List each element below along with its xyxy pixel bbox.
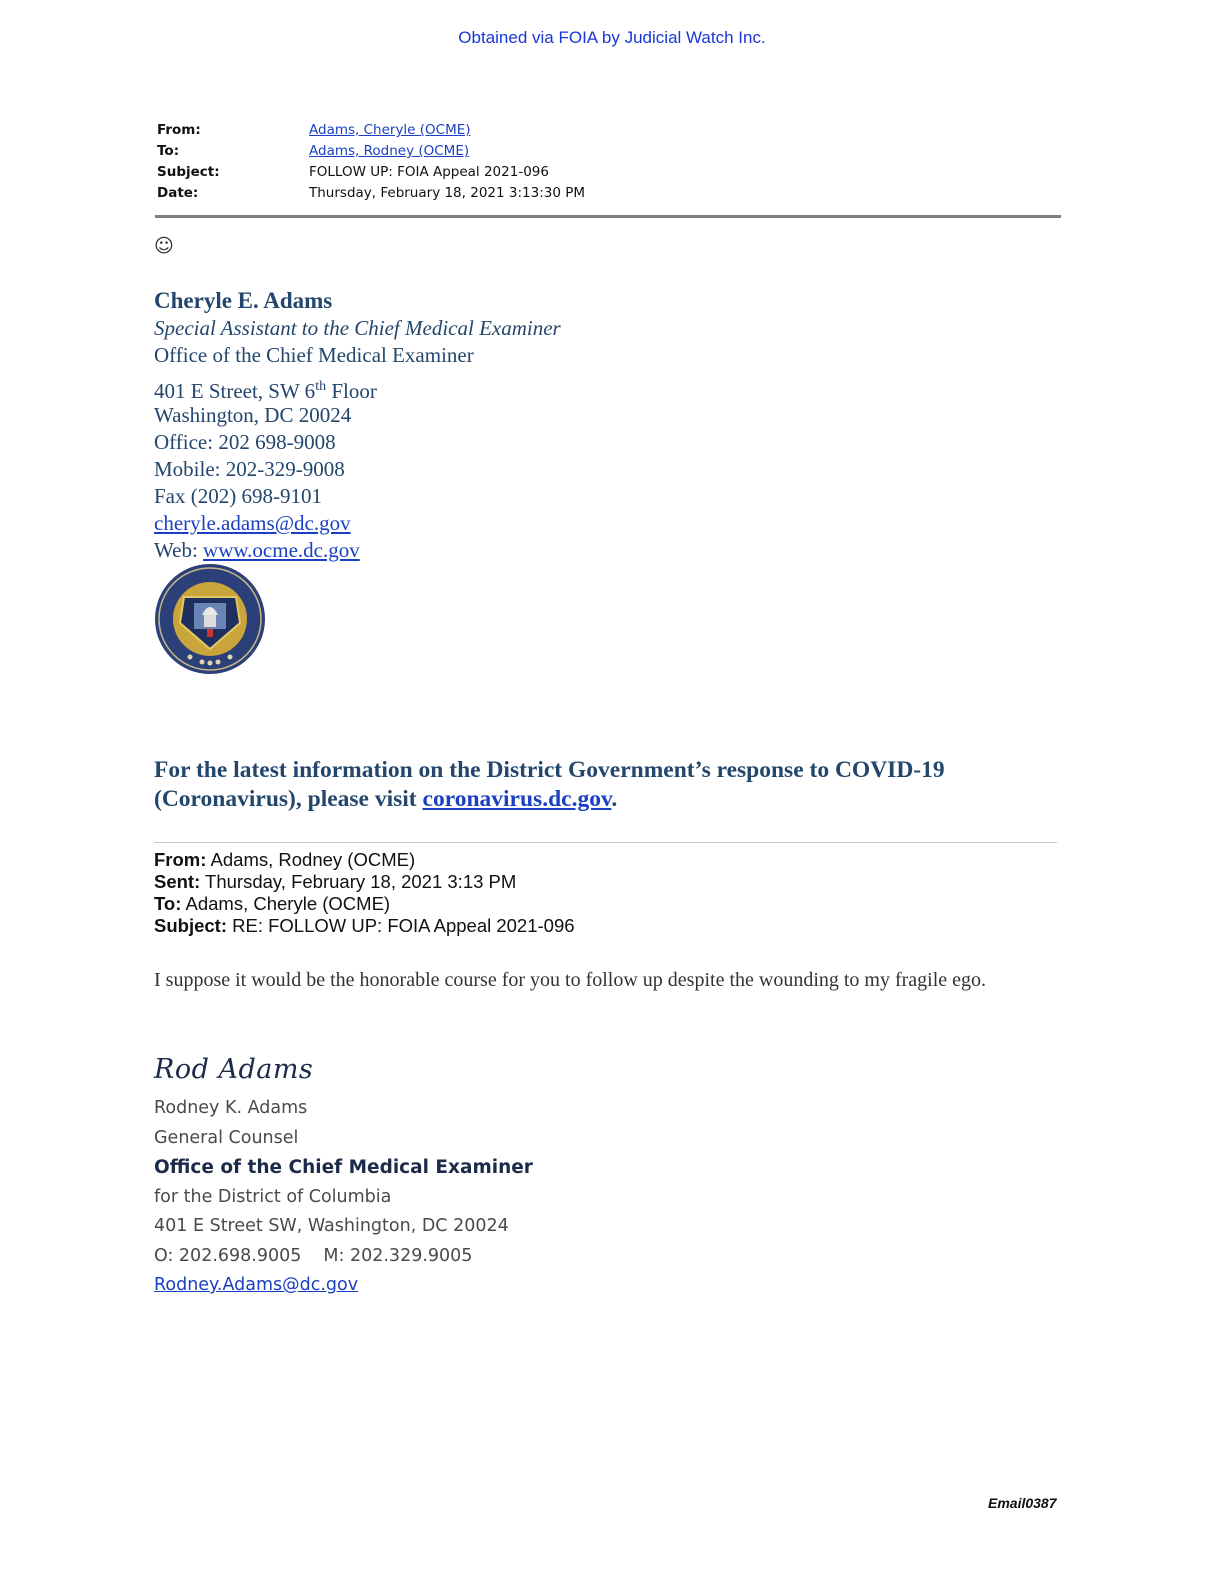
forwarded-from-label: From:: [154, 849, 207, 870]
covid-notice-link[interactable]: coronavirus.dc.gov: [422, 786, 612, 812]
forwarded-to-value: Adams, Cheryle (OCME): [181, 893, 391, 914]
header-date-value: Thursday, February 18, 2021 3:13:30 PM: [309, 185, 585, 201]
header-from-label: From:: [157, 122, 201, 138]
signature2-email-link[interactable]: Rodney.Adams@dc.gov: [154, 1275, 359, 1295]
header-to-link[interactable]: Adams, Rodney (OCME): [309, 143, 470, 159]
header-subject-label: Subject:: [157, 164, 220, 180]
handwritten-signature: Rod Adams: [154, 1054, 314, 1085]
covid-notice-text: For the latest information on the District Government’s response to COVID-19 (Coronavirus), please visit: [154, 757, 945, 812]
signature2-title: General Counsel: [154, 1127, 299, 1148]
signature2-org: Office of the Chief Medical Examiner: [154, 1157, 533, 1178]
address-sup: th: [315, 379, 327, 394]
header-from-link[interactable]: Adams, Cheryle (OCME): [309, 122, 471, 138]
signature2-jurisdiction: for the District of Columbia: [154, 1186, 392, 1207]
forwarded-sent-row: [154, 871, 575, 893]
forwarded-subject-row: [154, 915, 575, 937]
header-to-label: To:: [157, 143, 180, 159]
forward-divider: [154, 842, 1057, 843]
header-subject-value: FOLLOW UP: FOIA Appeal 2021-096: [309, 164, 549, 180]
signature2-mobile-phone: M: 202.329.9005: [323, 1245, 473, 1266]
signature-office: Office of the Chief Medical Examiner: [154, 343, 474, 367]
covid-notice: [154, 756, 1054, 814]
signature-address: [154, 369, 561, 402]
signature2-email-row: [154, 1271, 533, 1301]
forwarded-sent-value: Thursday, February 18, 2021 3:13 PM: [200, 871, 517, 892]
signature-web-row: [154, 537, 561, 564]
header-date-label: Date:: [157, 185, 199, 201]
forwarded-header: [154, 849, 575, 937]
signature2-address: 401 E Street SW, Washington, DC 20024: [154, 1216, 509, 1236]
signature-cheryle: [154, 286, 561, 564]
forwarded-sent-label: Sent:: [154, 871, 201, 892]
header-divider: [155, 215, 1061, 218]
forwarded-from-value: Adams, Rodney (OCME): [206, 849, 416, 870]
signature2-name: Rodney K. Adams: [154, 1098, 308, 1118]
address-prefix: 401 E Street, SW 6: [154, 379, 316, 403]
signature-name: Cheryle E. Adams: [154, 288, 333, 313]
forwarded-to-row: [154, 893, 575, 915]
foia-watermark: Obtained via FOIA by Judicial Watch Inc.: [458, 28, 766, 47]
signature-city: Washington, DC 20024: [154, 403, 352, 427]
signature-email-link[interactable]: cheryle.adams@dc.gov: [154, 511, 351, 535]
signature-web-label: Web:: [154, 538, 204, 562]
signature-fax: Fax (202) 698-9101: [154, 484, 322, 508]
signature-title: Special Assistant to the Chief Medical Examiner: [154, 316, 561, 340]
forwarded-subject-value: RE: FOLLOW UP: FOIA Appeal 2021-096: [226, 915, 575, 936]
signature-web-link[interactable]: www.ocme.dc.gov: [203, 538, 360, 562]
signature2-phones: [154, 1242, 533, 1272]
forwarded-to-label: To:: [154, 893, 182, 914]
ocme-seal-icon: [154, 563, 266, 675]
document-id: Email0387: [988, 1495, 1057, 1511]
address-suffix: Floor: [326, 379, 377, 403]
signature2-office-phone: O: 202.698.9005: [154, 1245, 302, 1266]
signature-email-row: [154, 510, 561, 537]
message-body: I suppose it would be the honorable course for you to follow up despite the wounding to my fragile ego.: [154, 969, 987, 991]
forwarded-from-row: [154, 849, 575, 871]
covid-notice-end: .: [611, 786, 618, 812]
forwarded-subject-label: Subject:: [154, 915, 227, 936]
signature-rodney: [154, 1094, 533, 1301]
signature-mobile-phone: Mobile: 202-329-9008: [154, 457, 345, 481]
smiley-icon: ☺: [154, 235, 174, 257]
signature-office-phone: Office: 202 698-9008: [154, 430, 336, 454]
